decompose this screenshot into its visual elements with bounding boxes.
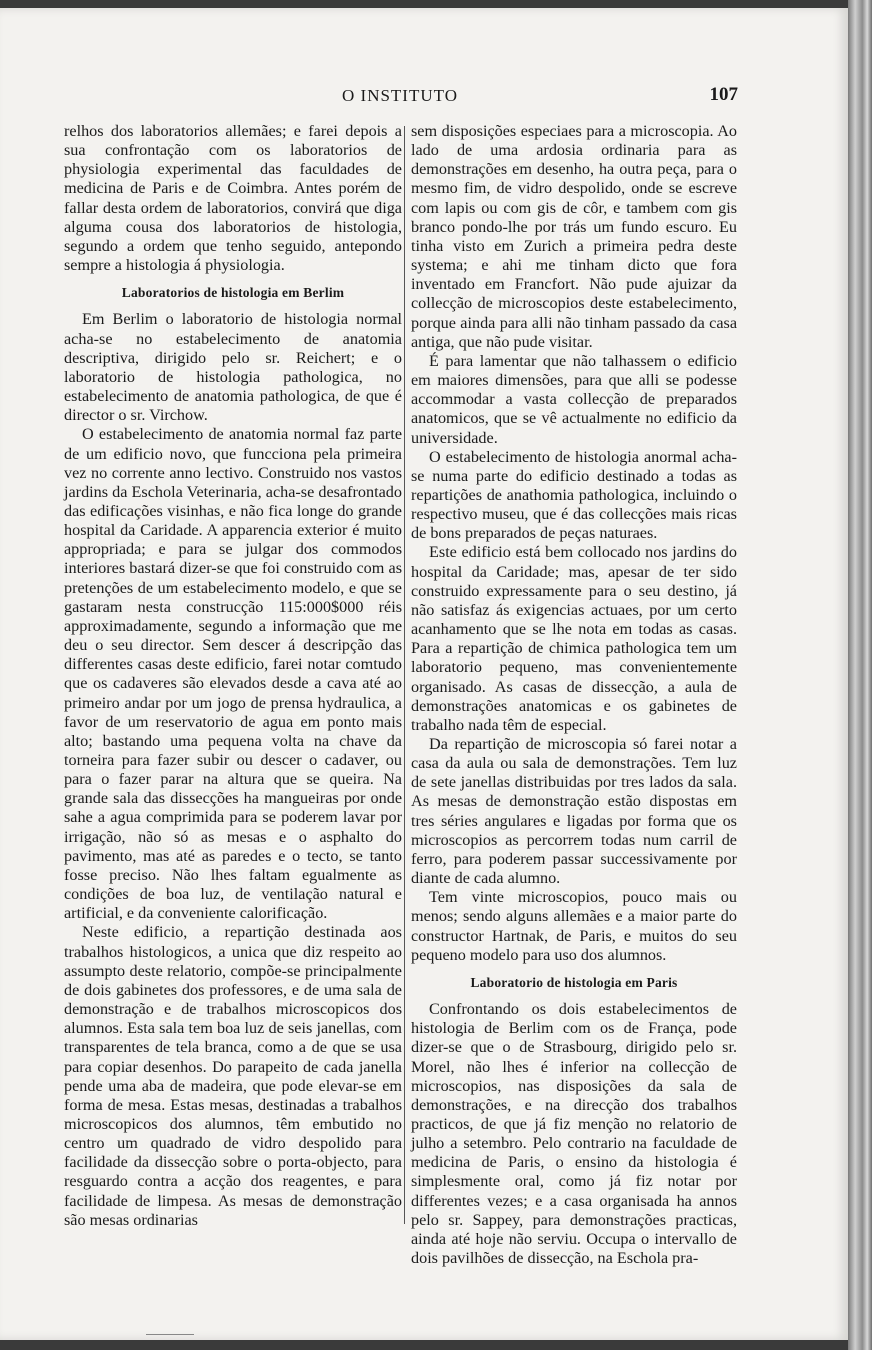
paragraph: Este edificio está bem collocado nos jardins do hospital da Caridade; mas, apesar de ter sido construido expressamente para o seu destino, já não satisfaz ás exigencias actuaes, por um certo acanhamento que se lhe nota em todas as casas. Para a repartição de chimica pathologica tem um laboratorio pequeno, mas convenientemente organisado. As casas de dissecção, a aula de demonstrações anatomicas e os gabinetes de trabalho nada têm de especial. [411,543,737,734]
running-title: O INSTITUTO [342,86,458,105]
left-column [64,122,402,1229]
section-heading-berlim: Laboratorios de histologia em Berlim [121,285,345,301]
paragraph: Tem vinte microscopios, pouco mais ou menos; sendo alguns allemães e a maior parte do constructor Hartnak, de Paris, e muitos do seu pequeno modelo para uso dos alumnos. [411,888,737,964]
column-divider [404,126,405,1224]
running-head [62,84,738,106]
right-column [411,122,737,1268]
paragraph: O estabelecimento de histologia anormal acha-se numa parte do edificio destinado a todas as repartições de anathomia pathologica, incluindo o respectivo museu, que é das collecções mais ricas de bons preparados de peças naturaes. [411,447,737,543]
section-heading-paris: Laboratorio de histologia em Paris [470,974,678,990]
book-spine-edge [848,0,872,1350]
paragraph: É para lamentar que não talhassem o edificio em maiores dimensões, para que alli se podesse accommodar a vasta collecção de preparados anatomicos, que se vê actualmente no edificio da universidade. [411,351,737,447]
footer-mark [146,1334,194,1335]
paragraph: Neste edificio, a repartição destinada aos trabalhos histologicos, a unica que diz respeito ao assumpto deste relatorio, compõe-se principalmente de dois gabinetes dos professores, e de uma sala de demonstração e de trabalhos microscopicos dos alumnos. Esta sala tem boa luz de seis janellas, com transparentes de tela branca, como a de que se usa para copiar desenhos. Do parapeito de cada janella pende uma aba de madeira, que pode elevar-se em forma de mesa. Estas mesas, destinadas a trabalhos microscopicos dos alumnos, têm embutido no centro um quadrado de vidro despolido para facilidade da dissecção sobre o porta-objecto, para resguardo contra a acção dos reagentes, e para facilidade de limpesa. As mesas de demonstração são mesas ordinarias [64,923,402,1229]
page-number: 107 [709,84,738,105]
paragraph: relhos dos laboratorios allemães; e farei depois a sua confrontação com os laboratorios de physiologia experimental das faculdades de medicina de Paris e de Coimbra. Antes porém de fallar desta ordem de laboratorios, convirá que diga alguma cousa dos laboratorios de histologia, segundo a ordem que tenho seguido, antepondo sempre a histologia á physiologia. [64,122,402,275]
paragraph: Confrontando os dois estabelecimentos de histologia de Berlim com os de França, pode dizer-se que o de Strasbourg, dirigido pelo sr. Morel, não lhes é inferior na collecção de microscopios, nas disposições da sala de demonstrações, e na direcção dos trabalhos practicos, de que já fiz menção no relatorio de julho a setembro. Pelo contrario na faculdade de medicina de Paris, o ensino da histologia é simplesmente oral, como já fiz notar por differentes vezes; e a casa organisada ha annos pelo sr. Sappey, para demonstrações practicas, ainda até hoje não serviu. Occupa o intervallo de dois pavilhões de dissecção, na Eschola pra- [411,1000,737,1268]
paragraph: O estabelecimento de anatomia normal faz parte de um edificio novo, que funcciona pela primeira vez no corrente anno lectivo. Construido nos vastos jardins da Eschola Veterinaria, acha-se desafrontado das edificações visinhas, e não fica longe do grande hospital da Caridade. A apparencia exterior é muito appropriada; e para se julgar dos commodos interiores bastará dizer-se que foi construido com as pretenções de um estabelecimento modelo, e que se gastaram nesta construcção 115:000$000 réis approximadamente, segundo a informação que me deu o seu director. Sem descer á descripção das differentes casas deste edificio, farei notar comtudo que os cadaveres são elevados desde a cava até ao primeiro andar por um jogo de prensa hydraulica, a favor de um reservatorio de agua em ponto mais alto; bastando uma pequena volta na chave da torneira para fazer subir ou descer o cadaver, ou para o fazer parar na altura que se queira. Na grande sala das dissecções ha mangueiras por onde sahe a agua comprimida para se poderem lavar por irrigação, não só as mesas e o asphalto do pavimento, mas até as paredes e o tecto, se tanto fosse preciso. Não lhes faltam egualmente as condições de boa luz, de ventilação natural e artificial, e da conveniente calorificação. [64,425,402,923]
paragraph: Em Berlim o laboratorio de histologia normal acha-se no estabelecimento de anatomia descriptiva, dirigido pelo sr. Reichert; e o laboratorio de histologia pathologica, no estabelecimento de anatomia pathologica, de que é director o sr. Virchow. [64,310,402,425]
book-page [0,8,848,1340]
paragraph: Da repartição de microscopia só farei notar a casa da aula ou sala de demonstrações. Tem luz de sete janellas distribuidas por tres lados da sala. As mesas de demonstração estão dispostas em tres séries angulares e ligadas por forma que os microscopios as percorrem todas num carril de ferro, para poderem passar successivamente por diante de cada alumno. [411,735,737,888]
paragraph: sem disposições especiaes para a microscopia. Ao lado de uma ardosia ordinaria para as demonstrações em desenho, ha outra peça, para o mesmo fim, de vidro despolido, onde se escreve com lapis ou com gis de côr, e tambem com gis branco pondo-lhe por trás um fundo escuro. Eu tinha visto em Zurich a primeira pedra deste systema; e ahi me tinham dicto que fora inventado em Francfort. Não pude ajuizar da collecção de microscopios deste estabelecimento, porque ainda para alli não tinham passado da casa antiga, que não pude visitar. [411,122,737,351]
